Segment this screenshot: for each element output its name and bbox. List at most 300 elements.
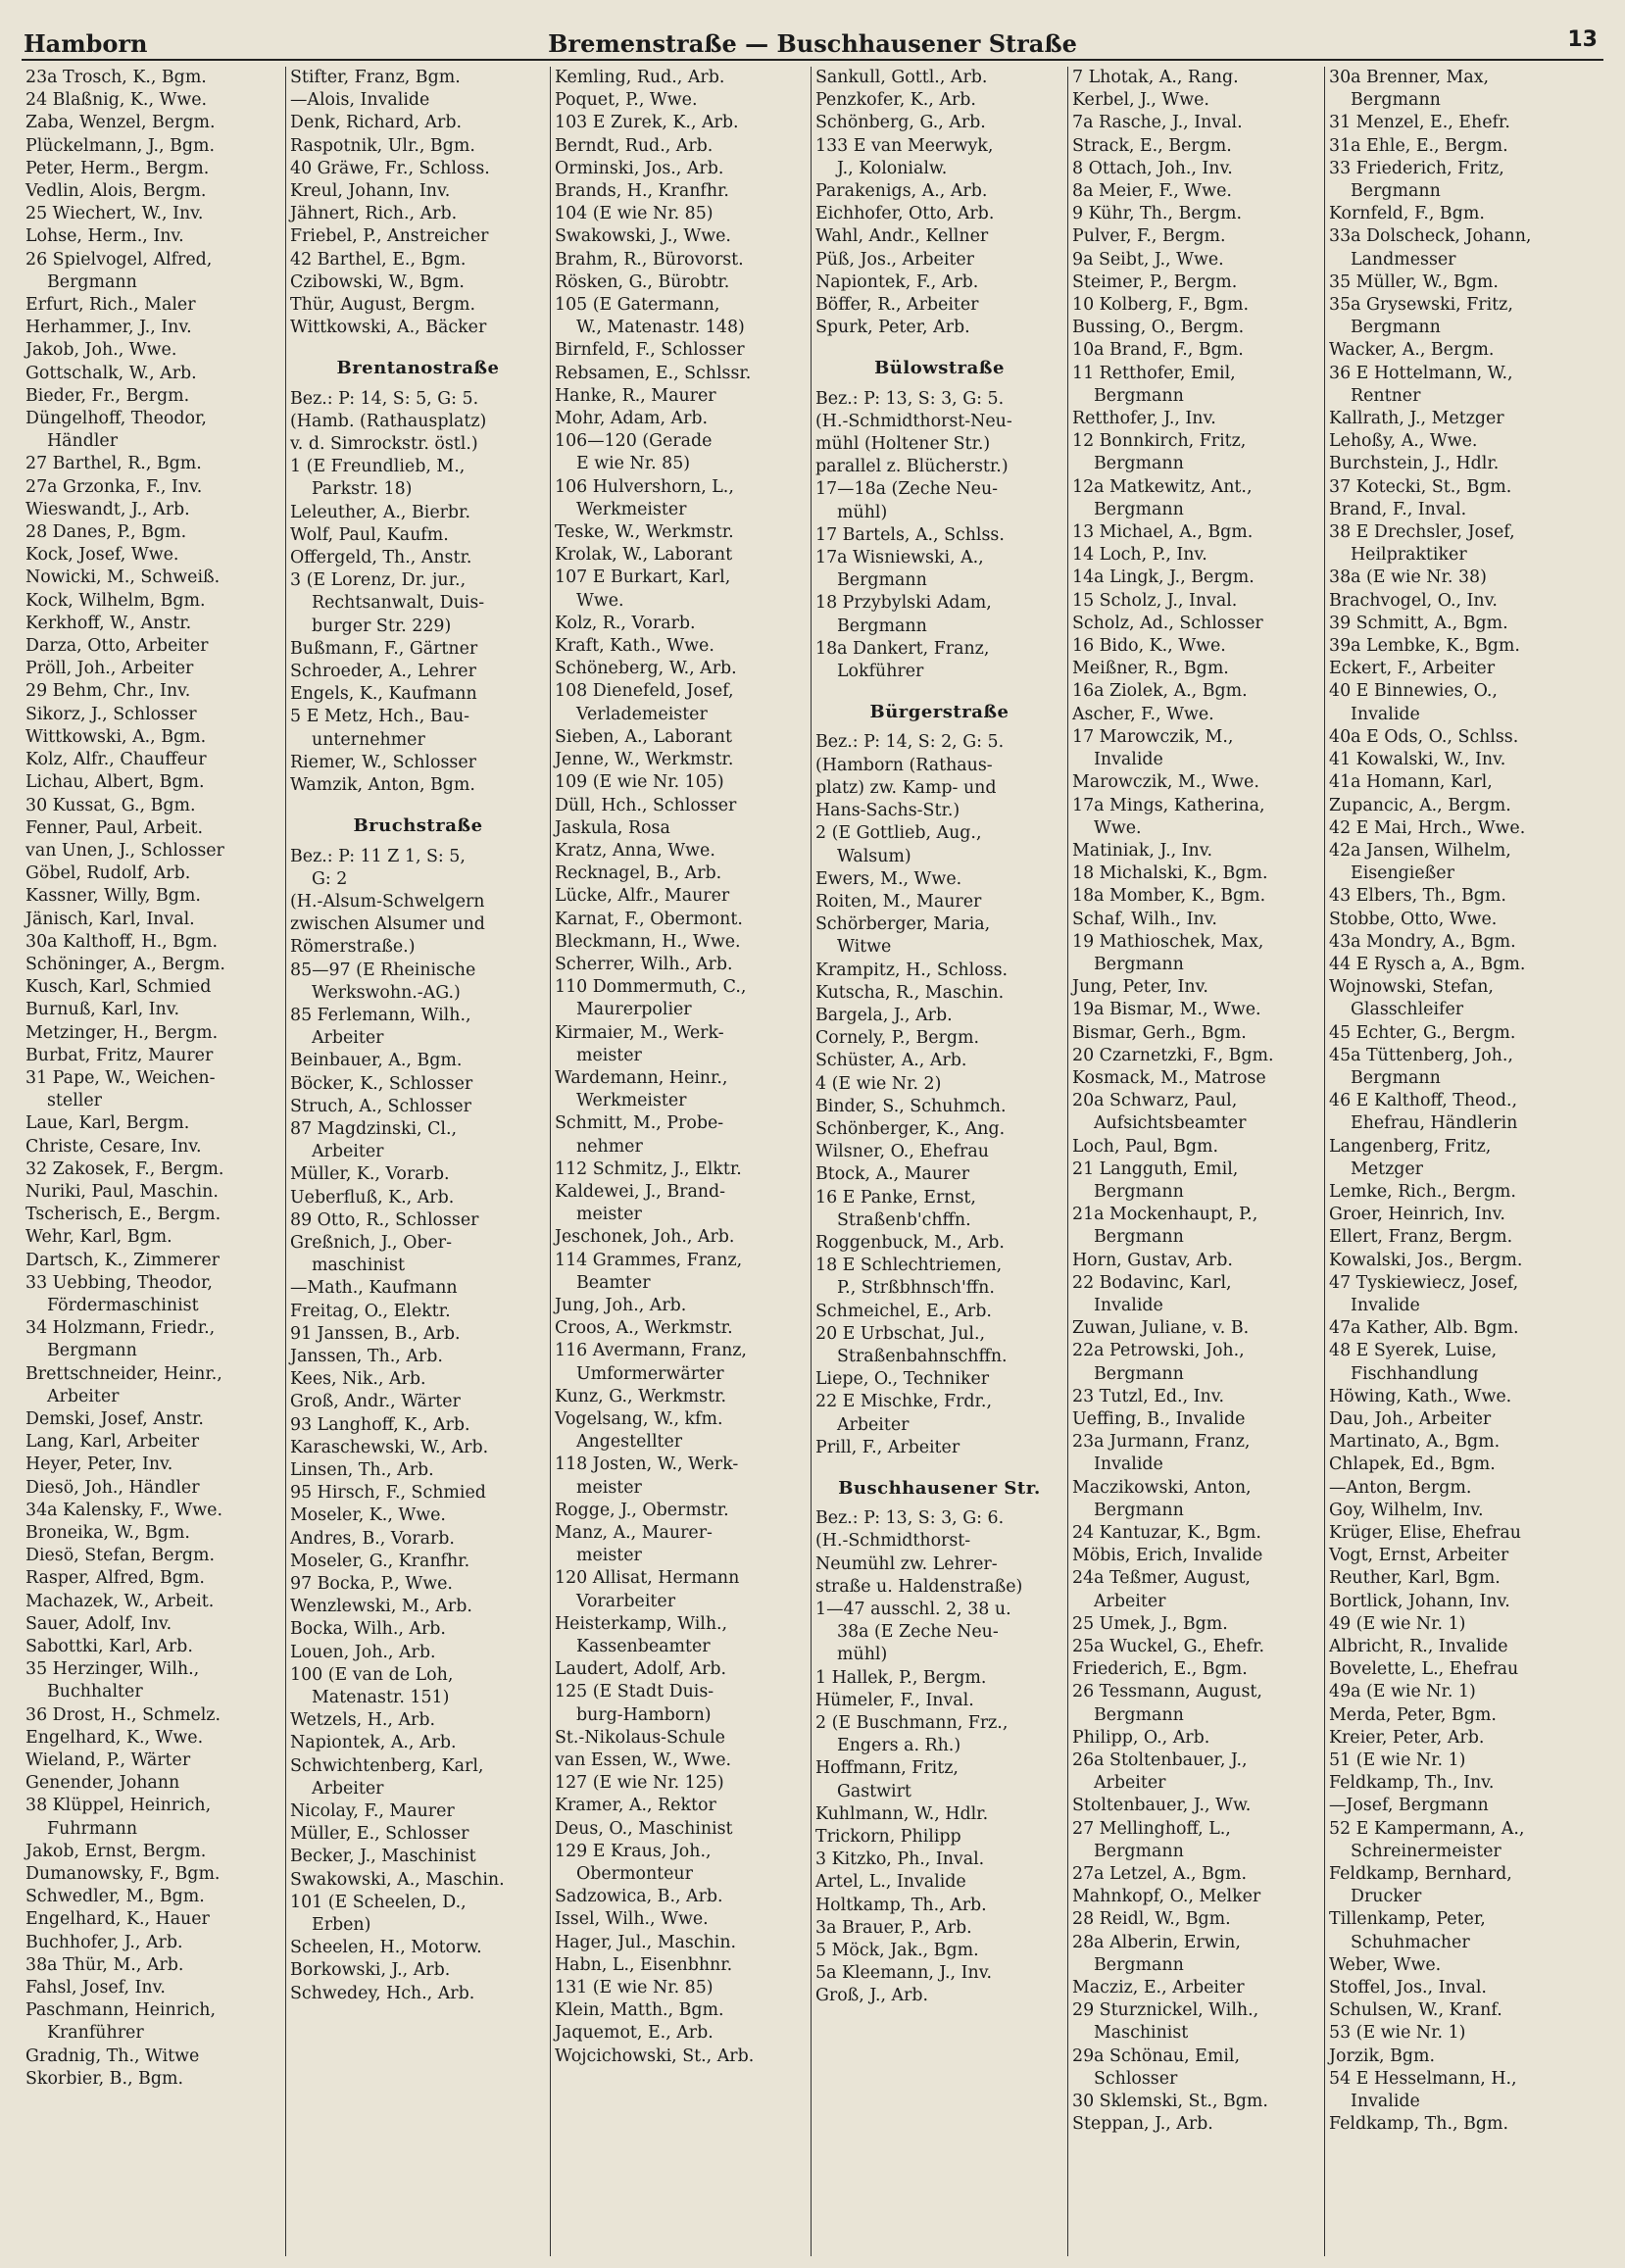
directory-entry: Stoltenbauer, J., Ww. xyxy=(1072,1796,1252,1816)
directory-entry: meister xyxy=(576,1205,642,1225)
directory-entry: Jähnert, Rich., Arb. xyxy=(290,204,458,224)
directory-entry: 52 E Kampermann, A., xyxy=(1329,1818,1525,1839)
directory-entry: nehmer xyxy=(576,1136,643,1157)
directory-entry: Ueberfluß, K., Arb. xyxy=(290,1187,455,1208)
directory-entry: 25 Umek, J., Bgm. xyxy=(1072,1613,1228,1634)
directory-entry: Kees, Nik., Arb. xyxy=(290,1369,426,1390)
directory-entry: Habn, L., Eisenbhnr. xyxy=(555,1954,733,1975)
directory-entry: Zuwan, Juliane, v. B. xyxy=(1072,1318,1250,1339)
directory-entry: Orminski, Jos., Arb. xyxy=(555,158,724,178)
directory-entry: Schwedler, M., Bgm. xyxy=(25,1887,205,1907)
directory-entry: Bergmann xyxy=(1351,318,1441,338)
directory-entry: 120 Allisat, Hermann xyxy=(555,1568,740,1589)
directory-entry: Hans-Sachs-Str.) xyxy=(815,801,960,821)
directory-entry: Loch, Paul, Bgm. xyxy=(1072,1136,1219,1157)
directory-entry: Wwe. xyxy=(1094,817,1142,838)
directory-entry: Roggenbuck, M., Arb. xyxy=(815,1232,1005,1253)
directory-entry: Leleuther, A., Bierbr. xyxy=(290,502,470,522)
directory-entry: Groß, Andr., Wärter xyxy=(290,1392,461,1412)
directory-entry: Spurk, Peter, Arb. xyxy=(815,318,970,338)
directory-entry: Chlapek, Ed., Bgm. xyxy=(1329,1454,1496,1475)
directory-entry: Meißner, R., Bgm. xyxy=(1072,659,1229,679)
directory-entry: Bergmann xyxy=(47,1341,137,1361)
directory-entry: Langenberg, Fritz, xyxy=(1329,1136,1492,1157)
directory-entry: 28 Danes, P., Bgm. xyxy=(25,522,187,543)
directory-entry: 40a E Ods, O., Schlss. xyxy=(1329,726,1519,747)
directory-entry: 18a Dankert, Franz, xyxy=(815,638,990,659)
directory-entry: Bergmann xyxy=(1094,499,1184,519)
directory-entry: 17 Marowczik, M., xyxy=(1072,726,1234,747)
directory-entry: Jung, Peter, Inv. xyxy=(1072,977,1208,998)
directory-entry: Bergmann xyxy=(1351,90,1441,111)
directory-entry: Kassner, Willy, Bgm. xyxy=(25,886,201,907)
directory-entry: 24 Kantuzar, K., Bgm. xyxy=(1072,1523,1261,1543)
directory-entry: Kosmack, M., Matrose xyxy=(1072,1067,1266,1088)
directory-entry: Vorarbeiter xyxy=(576,1591,676,1611)
directory-entry: Skorbier, B., Bgm. xyxy=(25,2068,183,2089)
directory-entry: Moseler, K., Wwe. xyxy=(290,1505,446,1526)
directory-entry: (H.-Schmidthorst-Neu- xyxy=(815,411,1012,431)
directory-entry: Bergmann xyxy=(837,570,927,591)
directory-entry: Witwe xyxy=(837,937,892,958)
directory-entry: 106—120 (Gerade xyxy=(555,431,713,452)
directory-entry: Düngelhoff, Theodor, xyxy=(25,409,207,429)
directory-entry: 46 E Kalthoff, Theod., xyxy=(1329,1091,1518,1111)
directory-entry: Lehoßy, A., Wwe. xyxy=(1329,431,1478,452)
directory-entry: 18 Przybylski Adam, xyxy=(815,593,992,614)
directory-entry: Höwing, Kath., Wwe. xyxy=(1329,1386,1512,1406)
directory-entry: Böffer, R., Arbeiter xyxy=(815,295,979,316)
directory-entry: Landmesser xyxy=(1351,249,1456,270)
directory-entry: G: 2 xyxy=(312,868,348,889)
directory-entry: Andres, B., Vorarb. xyxy=(290,1528,455,1549)
directory-entry: 49a (E wie Nr. 1) xyxy=(1329,1682,1476,1702)
directory-entry: Püß, Jos., Arbeiter xyxy=(815,249,974,270)
directory-entry: Aufsichtsbeamter xyxy=(1094,1113,1247,1134)
directory-entry: Sauer, Adolf, Inv. xyxy=(25,1613,172,1634)
directory-entry: Brand, F., Inval. xyxy=(1329,499,1467,519)
directory-entry: 34 Holzmann, Friedr., xyxy=(25,1318,216,1339)
directory-entry: Binder, S., Schuhmch. xyxy=(815,1096,1007,1116)
directory-entry: Zupancic, A., Bergm. xyxy=(1329,795,1511,815)
directory-entry: Schwichtenberg, Karl, xyxy=(290,1755,484,1776)
directory-entry: Sikorz, J., Schlosser xyxy=(25,704,197,724)
directory-entry: Machazek, W., Arbeit. xyxy=(25,1591,215,1611)
directory-entry: Fuhrmann xyxy=(47,1818,138,1839)
column-2 xyxy=(286,67,551,2256)
directory-entry: Wittkowski, A., Bäcker xyxy=(290,318,487,338)
directory-entry: Lichau, Albert, Bgm. xyxy=(25,772,205,793)
directory-entry: Gottschalk, W., Arb. xyxy=(25,363,197,383)
directory-entry: Pulver, F., Bergm. xyxy=(1072,226,1226,247)
directory-entry: Kaldewei, J., Brand- xyxy=(555,1181,726,1202)
directory-entry: 26 Spielvogel, Alfred, xyxy=(25,249,213,270)
directory-entry: Heyer, Peter, Inv. xyxy=(25,1454,173,1475)
directory-entry: 1 Hallek, P., Bergm. xyxy=(815,1667,987,1688)
directory-entry: Dumanowsky, F., Bgm. xyxy=(25,1864,221,1885)
directory-entry: Scholz, Ad., Schlosser xyxy=(1072,613,1263,633)
directory-entry: Hager, Jul., Maschin. xyxy=(555,1932,737,1952)
directory-entry: Bergmann xyxy=(837,616,927,636)
directory-entry: Weber, Wwe. xyxy=(1329,1954,1442,1975)
directory-entry: Engels, K., Kaufmann xyxy=(290,684,477,705)
directory-entry: Händler xyxy=(47,431,119,452)
directory-entry: Werkswohn.-AG.) xyxy=(312,982,461,1003)
directory-entry: Bez.: P: 14, S: 2, G: 5. xyxy=(815,732,1005,753)
directory-entry: Matiniak, J., Inv. xyxy=(1072,840,1213,861)
directory-entry: Ewers, M., Wwe. xyxy=(815,868,962,889)
street-heading: Buschhausener Str. xyxy=(838,1477,1041,1499)
directory-entry: 26a Stoltenbauer, J., xyxy=(1072,1750,1248,1771)
directory-entry: 91 Janssen, B., Arb. xyxy=(290,1323,461,1344)
directory-entry: 22 Bodavinc, Karl, xyxy=(1072,1272,1232,1293)
directory-entry: Bleckmann, H., Wwe. xyxy=(555,931,741,952)
directory-entry: meister xyxy=(576,1546,642,1566)
directory-entry: Arbeiter xyxy=(47,1386,120,1406)
directory-entry: 7 Lhotak, A., Rang. xyxy=(1072,68,1239,87)
directory-entry: Brands, H., Kranfhr. xyxy=(555,181,729,202)
directory-entry: 51 (E wie Nr. 1) xyxy=(1329,1750,1466,1771)
directory-entry: Kassenbeamter xyxy=(576,1637,711,1657)
directory-entry: Peter, Herm., Bergm. xyxy=(25,158,210,178)
directory-entry: Kerkhoff, W., Anstr. xyxy=(25,613,192,633)
directory-entry: burger Str. 229) xyxy=(312,616,452,636)
directory-entry: 31a Ehle, E., Bergm. xyxy=(1329,135,1508,156)
directory-entry: Brachvogel, O., Inv. xyxy=(1329,590,1498,611)
directory-entry: Wolf, Paul, Kaufm. xyxy=(290,524,449,545)
directory-entry: Glasschleifer xyxy=(1351,1000,1464,1020)
directory-entry: 22 E Mischke, Frdr., xyxy=(815,1392,992,1412)
directory-entry: 18a Momber, K., Bgm. xyxy=(1072,886,1266,907)
directory-entry: Rogge, J., Obermstr. xyxy=(555,1500,729,1520)
directory-entry: Wardemann, Heinr., xyxy=(555,1067,728,1088)
directory-entry: Bergmann xyxy=(1094,1954,1184,1975)
directory-entry: 38a Thür, M., Arb. xyxy=(25,1954,184,1975)
directory-entry: 14 Loch, P., Inv. xyxy=(1072,545,1207,566)
directory-entry: —Math., Kaufmann xyxy=(290,1278,458,1299)
directory-entry: 8 Ottach, Joh., Inv. xyxy=(1072,158,1233,178)
directory-entry: 45 Echter, G., Bergm. xyxy=(1329,1022,1516,1043)
directory-entry: Müller, E., Schlosser xyxy=(290,1824,469,1845)
directory-entry: zwischen Alsumer und xyxy=(290,914,485,935)
directory-entry: Merda, Peter, Bgm. xyxy=(1329,1704,1497,1725)
directory-entry: Buchhalter xyxy=(47,1682,143,1702)
directory-entry: 16 Bido, K., Wwe. xyxy=(1072,636,1226,657)
directory-entry: Ehefrau, Händlerin xyxy=(1351,1113,1518,1134)
directory-entry: 23 Tutzl, Ed., Inv. xyxy=(1072,1386,1224,1406)
directory-entry: Schreinermeister xyxy=(1351,1841,1502,1861)
directory-entry: Stobbe, Otto, Wwe. xyxy=(1329,909,1498,929)
directory-entry: 2 (E Buschmann, Frz., xyxy=(815,1713,1009,1734)
directory-entry: 100 (E van de Loh, xyxy=(290,1664,454,1685)
directory-entry: 44 E Rysch a, A., Bgm. xyxy=(1329,954,1526,974)
directory-entry: Mahnkopf, O., Melker xyxy=(1072,1887,1261,1907)
directory-entry: 15 Scholz, J., Inval. xyxy=(1072,590,1238,611)
directory-entry: Umformerwärter xyxy=(576,1363,724,1384)
directory-entry: 101 (E Scheelen, D., xyxy=(290,1892,467,1912)
directory-entry: Dartsch, K., Zimmerer xyxy=(25,1250,220,1270)
directory-entry: Fördermaschinist xyxy=(47,1295,199,1315)
directory-entry: 30 Kussat, G., Bgm. xyxy=(25,795,196,815)
directory-entry: Holtkamp, Th., Arb. xyxy=(815,1895,987,1915)
directory-entry: Jung, Joh., Arb. xyxy=(555,1295,687,1315)
directory-entry: maschinist xyxy=(312,1256,405,1276)
directory-entry: 14a Lingk, J., Bergm. xyxy=(1072,567,1255,588)
directory-entry: Rentner xyxy=(1351,385,1421,406)
directory-entry: 133 E van Meerwyk, xyxy=(815,135,994,156)
directory-entry: Schöneberg, W., Arb. xyxy=(555,659,737,679)
directory-entry: Offergeld, Th., Anstr. xyxy=(290,548,472,568)
directory-entry: Kerbel, J., Wwe. xyxy=(1072,90,1209,111)
directory-entry: Arbeiter xyxy=(1094,1591,1166,1611)
directory-entry: Jakob, Joh., Wwe. xyxy=(25,340,177,361)
directory-entry: Bergmann xyxy=(1094,954,1184,974)
directory-entry: 38 E Drechsler, Josef, xyxy=(1329,522,1515,543)
directory-entry: Groß, J., Arb. xyxy=(815,1986,929,2006)
directory-entry: Werkmeister xyxy=(576,499,687,519)
directory-entry: Poquet, P., Wwe. xyxy=(555,90,698,111)
directory-entry: Lemke, Rich., Bergm. xyxy=(1329,1181,1516,1202)
directory-entry: Napiontek, A., Arb. xyxy=(290,1733,457,1753)
directory-entry: 29 Sturznickel, Wilh., xyxy=(1072,2000,1259,2021)
directory-entry: 32 Zakosek, F., Bergm. xyxy=(25,1159,224,1179)
street-heading: Bürgerstraße xyxy=(869,702,1009,723)
directory-entry: mühl) xyxy=(837,502,888,522)
directory-entry: Sabottki, Karl, Arb. xyxy=(25,1637,193,1657)
directory-entry: Brettschneider, Heinr., xyxy=(25,1363,222,1384)
directory-entry: 54 E Hesselmann, H., xyxy=(1329,2068,1517,2089)
directory-entry: Angestellter xyxy=(576,1432,683,1453)
directory-entry: 43 Elbers, Th., Bgm. xyxy=(1329,886,1506,907)
directory-entry: Liepe, O., Techniker xyxy=(815,1369,990,1390)
directory-entry: Marowczik, M., Wwe. xyxy=(1072,772,1259,793)
directory-entry: Albricht, R., Invalide xyxy=(1329,1637,1508,1657)
directory-entry: Gradnig, Th., Witwe xyxy=(25,2046,200,2066)
directory-entry: J., Kolonialw. xyxy=(837,158,948,178)
directory-entry: Vogelsang, W., kfm. xyxy=(555,1408,723,1429)
directory-entry: Steppan, J., Arb. xyxy=(1072,2114,1213,2135)
directory-entry: 9a Seibt, J., Wwe. xyxy=(1072,249,1224,270)
directory-entry: van Unen, J., Schlosser xyxy=(25,840,224,861)
directory-entry: Kock, Wilhelm, Bgm. xyxy=(25,590,206,611)
directory-entry: Broneika, W., Bgm. xyxy=(25,1523,190,1543)
directory-entry: Schönberg, G., Arb. xyxy=(815,113,986,133)
directory-entry: 39a Lembke, K., Bgm. xyxy=(1329,636,1520,657)
directory-entry: Napiontek, F., Arb. xyxy=(815,271,979,292)
directory-entry: Feldkamp, Th., Inv. xyxy=(1329,1773,1495,1794)
directory-entry: 38a (E wie Nr. 38) xyxy=(1329,567,1487,588)
directory-entry: 20 Czarnetzki, F., Bgm. xyxy=(1072,1045,1274,1065)
directory-entry: Möbis, Erich, Invalide xyxy=(1072,1546,1263,1566)
directory-entry: Parkstr. 18) xyxy=(312,479,413,500)
directory-entry: Cornely, P., Bergm. xyxy=(815,1028,980,1049)
directory-entry: 20 E Urbschat, Jul., xyxy=(815,1323,986,1344)
directory-entry: Plückelmann, J., Bgm. xyxy=(25,135,216,156)
directory-entry: Wilsner, O., Ehefrau xyxy=(815,1142,989,1162)
directory-entry: Bieder, Fr., Bergm. xyxy=(25,385,190,406)
header-locality: Hamborn xyxy=(24,29,148,58)
directory-entry: 97 Bocka, P., Wwe. xyxy=(290,1574,453,1594)
directory-entry: 47a Kather, Alb. Bgm. xyxy=(1329,1318,1519,1339)
directory-entry: Buchhofer, J., Arb. xyxy=(25,1932,183,1952)
directory-entry: Birnfeld, F., Schlosser xyxy=(555,340,745,361)
directory-entry: Schuhmacher xyxy=(1351,1932,1470,1952)
directory-entry: 33a Dolscheck, Johann, xyxy=(1329,226,1532,247)
directory-entry: Müller, K., Vorarb. xyxy=(290,1164,450,1185)
directory-entry: Deus, O., Maschinist xyxy=(555,1818,733,1839)
column-1 xyxy=(22,67,286,2256)
directory-entry: 17a Wisniewski, A., xyxy=(815,548,984,568)
directory-entry: 33 Uebbing, Theodor, xyxy=(25,1272,213,1293)
directory-entry: Burchstein, J., Hdlr. xyxy=(1329,454,1500,474)
directory-entry: 28a Alberin, Erwin, xyxy=(1072,1932,1241,1952)
directory-entry: Kunz, G., Werkmstr. xyxy=(555,1386,727,1406)
directory-entry: Wieswandt, J., Arb. xyxy=(25,499,190,519)
directory-entry: Schörberger, Maria, xyxy=(815,914,991,935)
directory-entry: Fischhandlung xyxy=(1351,1363,1479,1384)
directory-entry: 23a Jurmann, Franz, xyxy=(1072,1432,1251,1453)
directory-entry: 24a Teßmer, August, xyxy=(1072,1568,1251,1589)
directory-entry: Drucker xyxy=(1351,1887,1422,1907)
street-heading: Brentanostraße xyxy=(336,358,500,379)
directory-entry: Hoffmann, Fritz, xyxy=(815,1758,959,1779)
directory-entry: St.-Nikolaus-Schule xyxy=(555,1727,725,1748)
directory-entry: Jeschonek, Joh., Arb. xyxy=(555,1227,735,1248)
directory-entry: mühl (Holtener Str.) xyxy=(815,434,991,455)
directory-entry: Christe, Cesare, Inv. xyxy=(25,1136,202,1157)
directory-entry: (Hamborn (Rathaus- xyxy=(815,755,993,775)
directory-entry: Kemling, Rud., Arb. xyxy=(555,68,725,87)
directory-entry: 10 Kolberg, F., Bgm. xyxy=(1072,295,1250,316)
directory-entry: Nowicki, M., Schweiß. xyxy=(25,567,221,588)
directory-entry: 118 Josten, W., Werk- xyxy=(555,1454,739,1475)
directory-entry: Kusch, Karl, Schmied xyxy=(25,977,212,998)
directory-entry: 10a Brand, F., Bgm. xyxy=(1072,340,1244,361)
directory-entry: 127 (E wie Nr. 125) xyxy=(555,1773,724,1794)
directory-entry: 110 Dommermuth, C., xyxy=(555,977,747,998)
directory-entry: Verlademeister xyxy=(576,704,708,724)
directory-entry: Mohr, Adam, Arb. xyxy=(555,409,709,429)
directory-entry: Bismar, Gerh., Bgm. xyxy=(1072,1022,1247,1043)
directory-entry: 105 (E Gatermann, xyxy=(555,295,720,316)
directory-entry: Borkowski, J., Arb. xyxy=(290,1960,451,1981)
directory-entry: Schmeichel, E., Arb. xyxy=(815,1301,992,1321)
directory-entry: 26 Tessmann, August, xyxy=(1072,1682,1262,1702)
directory-entry: Dau, Joh., Arbeiter xyxy=(1329,1408,1492,1429)
column-3 xyxy=(551,67,812,2256)
directory-entry: 35 Müller, W., Bgm. xyxy=(1329,271,1499,292)
directory-entry: Arbeiter xyxy=(1094,1773,1166,1794)
directory-entry: 38 Klüppel, Heinrich, xyxy=(25,1796,212,1816)
directory-entry: Schwedey, Hch., Arb. xyxy=(290,1983,475,2003)
directory-entry: Göbel, Rudolf, Arb. xyxy=(25,863,191,884)
directory-entry: Bergmann xyxy=(1094,1363,1184,1384)
directory-entry: Werkmeister xyxy=(576,1091,687,1111)
directory-entry: 40 E Binnewies, O., xyxy=(1329,681,1498,702)
directory-entry: Schmitt, M., Probe- xyxy=(555,1113,724,1134)
directory-entry: 13 Michael, A., Bgm. xyxy=(1072,522,1254,543)
directory-entry: 131 (E wie Nr. 85) xyxy=(555,1978,714,1998)
directory-entry: Retthofer, J., Inv. xyxy=(1072,409,1216,429)
directory-entry: Kirmaier, M., Werk- xyxy=(555,1022,724,1043)
directory-entry: 17—18a (Zeche Neu- xyxy=(815,479,999,500)
directory-entry: 104 (E wie Nr. 85) xyxy=(555,204,714,224)
directory-entry: Sankull, Gottl., Arb. xyxy=(815,68,988,87)
directory-entry: Bergmann xyxy=(1094,1181,1184,1202)
directory-entry: Schroeder, A., Lehrer xyxy=(290,662,476,682)
page-header xyxy=(22,25,1603,61)
directory-entry: Strack, E., Bergm. xyxy=(1072,135,1232,156)
directory-entry: Engelhard, K., Wwe. xyxy=(25,1727,204,1748)
directory-entry: Berndt, Rud., Arb. xyxy=(555,135,714,156)
directory-entry: 27 Mellinghoff, L., xyxy=(1072,1818,1231,1839)
directory-entry: Bez.: P: 13, S: 3, G: 5. xyxy=(815,388,1005,409)
directory-entry: Krüger, Elise, Ehefrau xyxy=(1329,1523,1521,1543)
directory-entry: Moseler, G., Kranfhr. xyxy=(290,1551,470,1571)
column-5 xyxy=(1068,67,1325,2256)
directory-columns xyxy=(22,61,1603,2256)
directory-entry: 9 Kühr, Th., Bergm. xyxy=(1072,204,1242,224)
directory-entry: 24 Blaßnig, K., Wwe. xyxy=(25,90,208,111)
directory-entry: Obermonteur xyxy=(576,1864,693,1885)
directory-entry: 5 Möck, Jak., Bgm. xyxy=(815,1941,979,1961)
directory-entry: Kornfeld, F., Bgm. xyxy=(1329,204,1485,224)
directory-entry: 89 Otto, R., Schlosser xyxy=(290,1209,479,1230)
directory-entry: Swakowski, J., Wwe. xyxy=(555,226,731,247)
directory-entry: Tscherisch, E., Bergm. xyxy=(25,1205,222,1225)
directory-entry: Greßnich, J., Ober- xyxy=(290,1232,452,1253)
directory-entry: 3 (E Lorenz, Dr. jur., xyxy=(290,570,467,591)
column-4 xyxy=(812,67,1068,2256)
directory-entry: Bergmann xyxy=(47,271,137,292)
directory-entry: meister xyxy=(576,1045,642,1065)
directory-entry: Goy, Wilhelm, Inv. xyxy=(1329,1500,1484,1520)
directory-entry: Prill, F., Arbeiter xyxy=(815,1437,960,1457)
directory-entry: 29 Behm, Chr., Inv. xyxy=(25,681,191,702)
directory-entry: 114 Grammes, Franz, xyxy=(555,1250,743,1270)
directory-entry: Schöninger, A., Bergm. xyxy=(25,954,225,974)
directory-entry: Karaschewski, W., Arb. xyxy=(290,1437,489,1457)
directory-entry: 16a Ziolek, A., Bgm. xyxy=(1072,681,1248,702)
street-heading: Bülowstraße xyxy=(874,358,1005,379)
directory-entry: Bocka, Wilh., Arb. xyxy=(290,1619,446,1640)
directory-entry: Martinato, A., Bgm. xyxy=(1329,1432,1501,1453)
directory-entry: Jenne, W., Werkmstr. xyxy=(555,750,734,770)
directory-entry: 27a Grzonka, F., Inv. xyxy=(25,476,203,497)
directory-entry: Düll, Hch., Schlosser xyxy=(555,795,737,815)
directory-entry: steller xyxy=(47,1091,102,1111)
directory-entry: 16 E Panke, Ernst, xyxy=(815,1187,976,1208)
directory-entry: 31 Menzel, E., Ehefr. xyxy=(1329,113,1510,133)
directory-entry: 42a Jansen, Wilhelm, xyxy=(1329,840,1511,861)
directory-entry: 107 E Burkart, Karl, xyxy=(555,567,731,588)
directory-entry: 19a Bismar, M., Wwe. xyxy=(1072,1000,1261,1020)
directory-entry: Krampitz, H., Schloss. xyxy=(815,960,1009,980)
directory-entry: 125 (E Stadt Duis- xyxy=(555,1682,714,1702)
directory-entry: Wojcichowski, St., Arb. xyxy=(555,2046,755,2066)
directory-entry: Becker, J., Maschinist xyxy=(290,1847,476,1867)
directory-entry: Bez.: P: 11 Z 1, S: 5, xyxy=(290,846,466,866)
directory-entry: Wamzik, Anton, Bgm. xyxy=(290,775,475,796)
directory-entry: platz) zw. Kamp- und xyxy=(815,777,997,798)
directory-entry: 12 Bonnkirch, Fritz, xyxy=(1072,431,1247,452)
directory-entry: Croos, A., Werkmstr. xyxy=(555,1318,733,1339)
directory-entry: Artel, L., Invalide xyxy=(815,1872,966,1893)
directory-entry: Wwe. xyxy=(576,590,624,611)
directory-entry: 36 E Hottelmann, W., xyxy=(1329,363,1513,383)
directory-entry: 25a Wuckel, G., Ehefr. xyxy=(1072,1637,1264,1657)
street-heading: Bruchstraße xyxy=(353,815,483,837)
